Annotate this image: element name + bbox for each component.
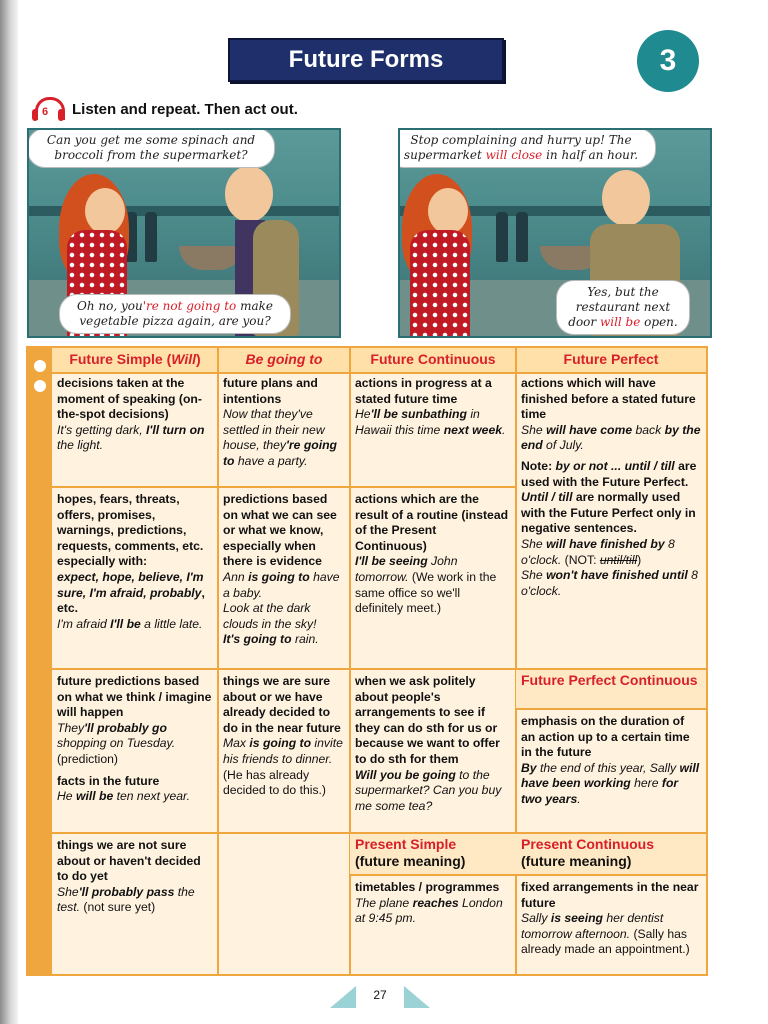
subheader-future-perfect-continuous: Future Perfect Continuous — [516, 670, 706, 708]
comic-panel-left — [27, 128, 341, 338]
future-continuous-rule-2: actions which are the result of a routine (instead of the Present Continuous) I'll be seeing John tomorrow. (We work in the same office so we'll definitely meet.) — [355, 492, 509, 616]
comic-panel-right — [398, 128, 712, 338]
unit-number-badge: 3 — [637, 30, 699, 92]
present-simple-rule: timetables / programmes The plane reaches London at 9:45 pm. — [355, 880, 503, 926]
bullet-dot — [34, 380, 46, 392]
book-binding-shadow — [0, 0, 18, 1024]
future-continuous-rule-3: when we ask politely about people's arrangements to see if they can do sth for us or because we want to offer to do sth for them Will you be going to the supermarket? Can you buy me some tea? — [355, 674, 502, 813]
future-continuous-rule-1: actions in progress at a stated future time He'll be sunbathing in Hawaii this time next week. — [355, 376, 506, 437]
headphones-icon[interactable] — [30, 96, 66, 122]
speech-bubble-girl: Yes, but the restaurant next door will be open. — [556, 280, 690, 335]
speech-bubble-man: Stop complaining and hurry up! The supermarket will close in half an hour. — [398, 128, 656, 168]
speech-bubble-girl: Can you get me some spinach and broccoli from the supermarket? — [27, 128, 275, 168]
page-number: 27 — [373, 988, 387, 1002]
future-simple-rule-4: things we are not sure about or haven't decided to do yet She'll probably pass the test. (not sure yet) — [57, 838, 201, 915]
bullet-dot — [34, 360, 46, 372]
page-footer — [330, 982, 430, 1010]
future-perfect-continuous-rule: emphasis on the duration of an action up to a certain time in the future By the end of this year, Sally will have been working here for two years. — [521, 714, 700, 806]
header-future-simple: Future Simple (Will) — [52, 348, 218, 372]
grammar-table — [26, 346, 708, 976]
table-body — [52, 348, 706, 974]
header-future-perfect: Future Perfect — [516, 348, 706, 372]
be-going-to-rule-2: predictions based on what we can see or what we know, especially when there is evidence Ann is going to have a baby. Look at the dark clouds in the sky! It's going to rain. — [223, 492, 340, 647]
be-going-to-rule-1: future plans and intentions Now that they've settled in their new house, they're going to have a party. — [223, 376, 337, 468]
instruction-text: Listen and repeat. Then act out. — [72, 100, 298, 118]
present-continuous-rule: fixed arrangements in the near future Sally is seeing her dentist tomorrow afternoon. (Sally has already made an appointment.) — [521, 880, 699, 957]
instruction-line — [30, 96, 298, 122]
future-simple-rule-3: future predictions based on what we think / imagine will happen They'll probably go shopping on Tuesday. (prediction) facts in the future He will be ten next year. — [57, 674, 212, 804]
be-going-to-rule-3: things we are sure about or we have already decided to do in the near future Max is going to invite his friends to dinner. (He has already decided to do this.) — [223, 674, 343, 798]
speech-bubble-man: Oh no, you're not going to make vegetable pizza again, are you? — [59, 294, 291, 334]
future-perfect-note: Note: by or not ... until / till are used with the Future Perfect. Until / till are normally used with the Future Perfect only in negative sentences. — [521, 458, 697, 536]
future-perfect-rule-1: actions which will have finished before a stated future time She will have come back by the end of July. Note: by or not ... until / till are used with the Future Perfect. Until / till are normally used with the Future Perfect only in negative sentences. She will have finished by 8 o'clock. (NOT: until/till) She won't have finished until 8 o'clock. — [521, 376, 701, 598]
future-simple-rule-2: hopes, fears, threats, offers, promises, warnings, predictions, requests, comments, etc. especially with: expect, hope, believe, I'm sure, I'm afraid, probably, etc. I'm afraid I'll be a little late. — [57, 492, 205, 631]
future-simple-rule-1: decisions taken at the moment of speaking (on-the-spot decisions) It's getting dark, I'll turn on the light. — [57, 376, 205, 453]
subheader-present-simple: Present Simple (future meaning) — [350, 834, 516, 874]
header-be-going-to: Be going to — [218, 348, 350, 372]
header-future-continuous: Future Continuous — [350, 348, 516, 372]
track-number: 6 — [42, 106, 49, 118]
page-title: Future Forms — [228, 38, 504, 82]
subheader-present-continuous: Present Continuous (future meaning) — [516, 834, 706, 874]
